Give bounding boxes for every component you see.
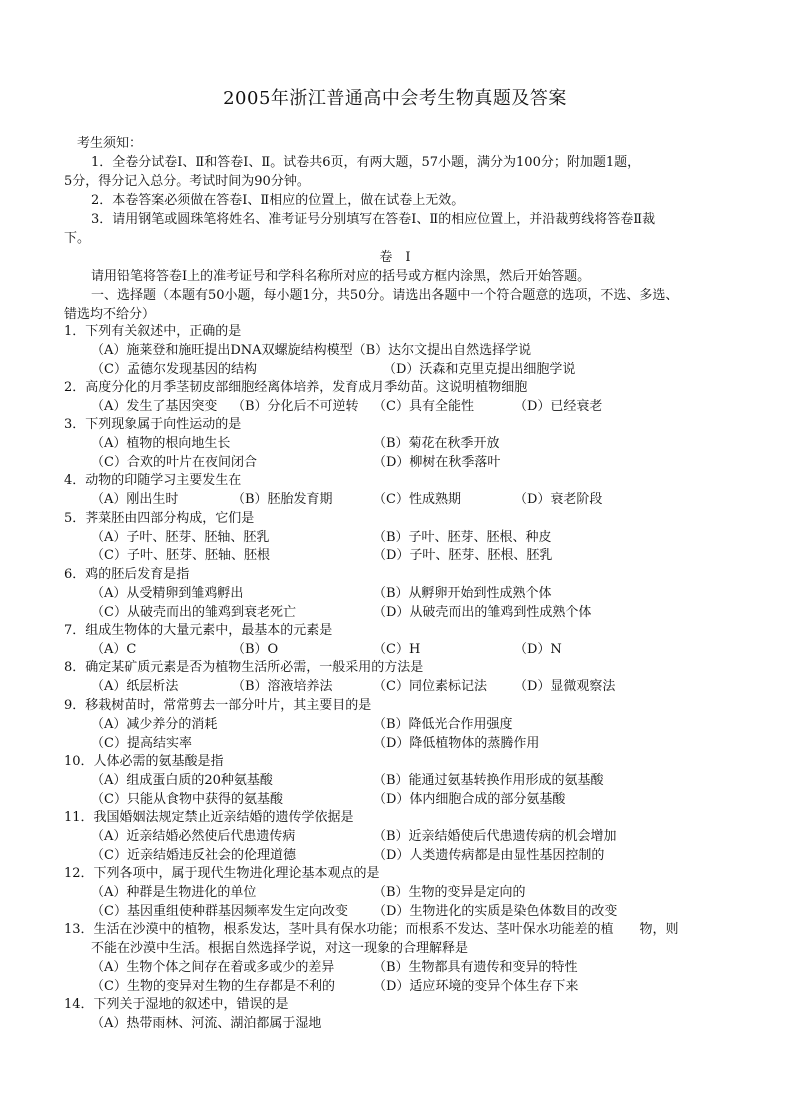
option-c: （C）子叶、胚芽、胚轴、胚根 (91, 548, 270, 563)
option-a: （A）C (91, 642, 137, 657)
option-a: （A）近亲结婚必然使后代患遗传病 (91, 829, 296, 844)
option-c: （C）同位素标记法 (373, 679, 487, 694)
option-a: （A）纸层析法 (91, 679, 179, 694)
option-c: （C）提高结实率 (91, 736, 192, 751)
option-b: （B）菊花在秋季开放 (373, 436, 500, 451)
question-stem: 12．下列各项中，属于现代生物进化理论基本观点的是 (64, 866, 380, 881)
question-stem: 7．组成生物体的大量元素中，最基本的元素是 (64, 623, 333, 638)
option-b: （B）子叶、胚芽、胚根、种皮 (373, 530, 552, 545)
option-line: （A）施莱登和施旺提出DNA双螺旋结构模型（B）达尔文提出自然选择学说 (91, 343, 532, 358)
option-d: （D）已经衰老 (514, 399, 603, 414)
question-stem: 1．下列有关叙述中，正确的是 (64, 324, 242, 339)
option-b: （B）溶液培养法 (232, 679, 333, 694)
page-title: 2005年浙江普通高中会考生物真题及答案 (223, 88, 567, 109)
notice-item: 3．请用钢笔或圆珠笔将姓名、准考证号分别填写在答卷Ⅰ、Ⅱ的相应位置上，并沿裁剪线将答卷Ⅱ裁 (91, 212, 656, 227)
option-d: （D）柳树在秋季落叶 (373, 455, 501, 470)
question-stem: 6．鸡的胚后发育是指 (64, 567, 190, 582)
option-d: （D）衰老阶段 (514, 492, 603, 507)
section-instruction: 请用铅笔将答卷Ⅰ上的准考证号和学科名称所对应的括号或方框内涂黑，然后开始答题。 (91, 269, 591, 284)
option-c: （C）合欢的叶片在夜间闭合 (91, 455, 257, 470)
option-b: （B）胚胎发育期 (232, 492, 333, 507)
notice-item: 下。 (64, 231, 91, 246)
option-c: （C）从破壳而出的雏鸡到衰老死亡 (91, 605, 296, 620)
notice-item: 5分，得分记入总分。考试时间为90分钟。 (64, 174, 310, 189)
option-a: （A）发生了基因突变 (91, 399, 218, 414)
option-c: （C）基因重组使种群基因频率发生定向改变 (91, 904, 348, 919)
part-heading-cont: 错选均不给分） (64, 307, 156, 322)
option-a: （A）组成蛋白质的20种氨基酸 (91, 773, 273, 788)
option-a: （A）热带雨林、河流、湖泊都属于湿地 (91, 1016, 322, 1031)
notice-item: 1．全卷分试卷Ⅰ、Ⅱ和答卷Ⅰ、Ⅱ。试卷共6页，有两大题，57小题，满分为100分；附加题1题， (91, 155, 641, 170)
option-d: （D）N (514, 642, 562, 657)
question-stem: 4．动物的印随学习主要发生在 (64, 473, 242, 488)
option-a: （A）子叶、胚芽、胚轴、胚乳 (91, 530, 270, 545)
option-a: （A）种群是生物进化的单位 (91, 885, 257, 900)
question-stem: 3．下列现象属于向性运动的是 (64, 417, 242, 432)
option-c: （C）H (373, 642, 421, 657)
question-stem: 2．高度分化的月季茎韧皮部细胞经离体培养，发育成月季幼苗。这说明植物细胞 (64, 380, 528, 395)
option-d: （D）沃森和克里克提出细胞学说 (383, 362, 576, 377)
option-c: （C）只能从食物中获得的氨基酸 (91, 792, 283, 807)
question-stem: 5．荠菜胚由四部分构成，它们是 (64, 511, 255, 526)
option-b: （B）近亲结婚使后代患遗传病的机会增加 (373, 829, 617, 844)
option-b: （B）从孵卵开始到性成熟个体 (373, 586, 552, 601)
option-c: （C）近亲结婚违反社会的伦理道德 (91, 848, 296, 863)
question-stem: 11．我国婚姻法规定禁止近亲结婚的遗传学依据是 (64, 810, 354, 825)
option-b: （B）分化后不可逆转 (232, 399, 359, 414)
question-stem: 13．生活在沙漠中的植物，根系发达，茎叶具有保水功能；而根系不发达、茎叶保水功能差的植 物，则 (64, 922, 679, 937)
option-b: （B）生物都具有遗传和变异的特性 (373, 960, 578, 975)
question-stem: 8．确定某矿质元素是否为植物生活所必需，一般采用的方法是 (64, 660, 424, 675)
notice-item: 2．本卷答案必须做在答卷Ⅰ、Ⅱ相应的位置上，做在试卷上无效。 (91, 193, 465, 208)
notice-heading: 考生须知： (77, 136, 143, 151)
option-c: （C）具有全能性 (373, 399, 474, 414)
option-b: （B）生物的变异是定向的 (373, 885, 526, 900)
option-a: （A）植物的根向地生长 (91, 436, 231, 451)
option-d: （D）人类遗传病都是由显性基因控制的 (373, 848, 605, 863)
question-stem: 14．下列关于湿地的叙述中，错误的是 (64, 997, 289, 1012)
option-a: （A）生物个体之间存在着或多或少的差异 (91, 960, 335, 975)
option-d: （D）子叶、胚芽、胚根、胚乳 (373, 548, 553, 563)
question-stem-cont: 不能在沙漠中生活。根据自然选择学说，对这一现象的合理解释是 (91, 941, 469, 956)
option-d: （D）生物进化的实质是染色体数目的改变 (373, 904, 618, 919)
option-d: （D）降低植物体的蒸腾作用 (373, 736, 540, 751)
option-a: （A）从受精卵到雏鸡孵出 (91, 586, 244, 601)
option-b: （B）O (232, 642, 279, 657)
option-c: （C）生物的变异对生物的生存都是不利的 (91, 979, 335, 994)
option-a: （A）刚出生时 (91, 492, 179, 507)
option-c: （C）性成熟期 (373, 492, 461, 507)
option-d: （D）从破壳而出的雏鸡到性成熟个体 (373, 605, 592, 620)
option-c: （C）孟德尔发现基因的结构 (91, 362, 257, 377)
option-b: （B）降低光合作用强度 (373, 717, 513, 732)
option-d: （D）显微观察法 (514, 679, 616, 694)
option-d: （D）适应环境的变异个体生存下来 (373, 979, 579, 994)
question-stem: 10．人体必需的氨基酸是指 (64, 754, 224, 769)
option-b: （B）能通过氨基转换作用形成的氨基酸 (373, 773, 604, 788)
part-heading: 一、选择题（本题有50小题，每小题1分，共50分。请选出各题中一个符合题意的选项，不选、多选、 (91, 288, 679, 303)
option-a: （A）减少养分的消耗 (91, 717, 218, 732)
option-d: （D）体内细胞合成的部分氨基酸 (373, 792, 566, 807)
section-label: 卷 Ⅰ (379, 250, 411, 265)
question-stem: 9．移栽树苗时，常常剪去一部分叶片，其主要目的是 (64, 698, 372, 713)
